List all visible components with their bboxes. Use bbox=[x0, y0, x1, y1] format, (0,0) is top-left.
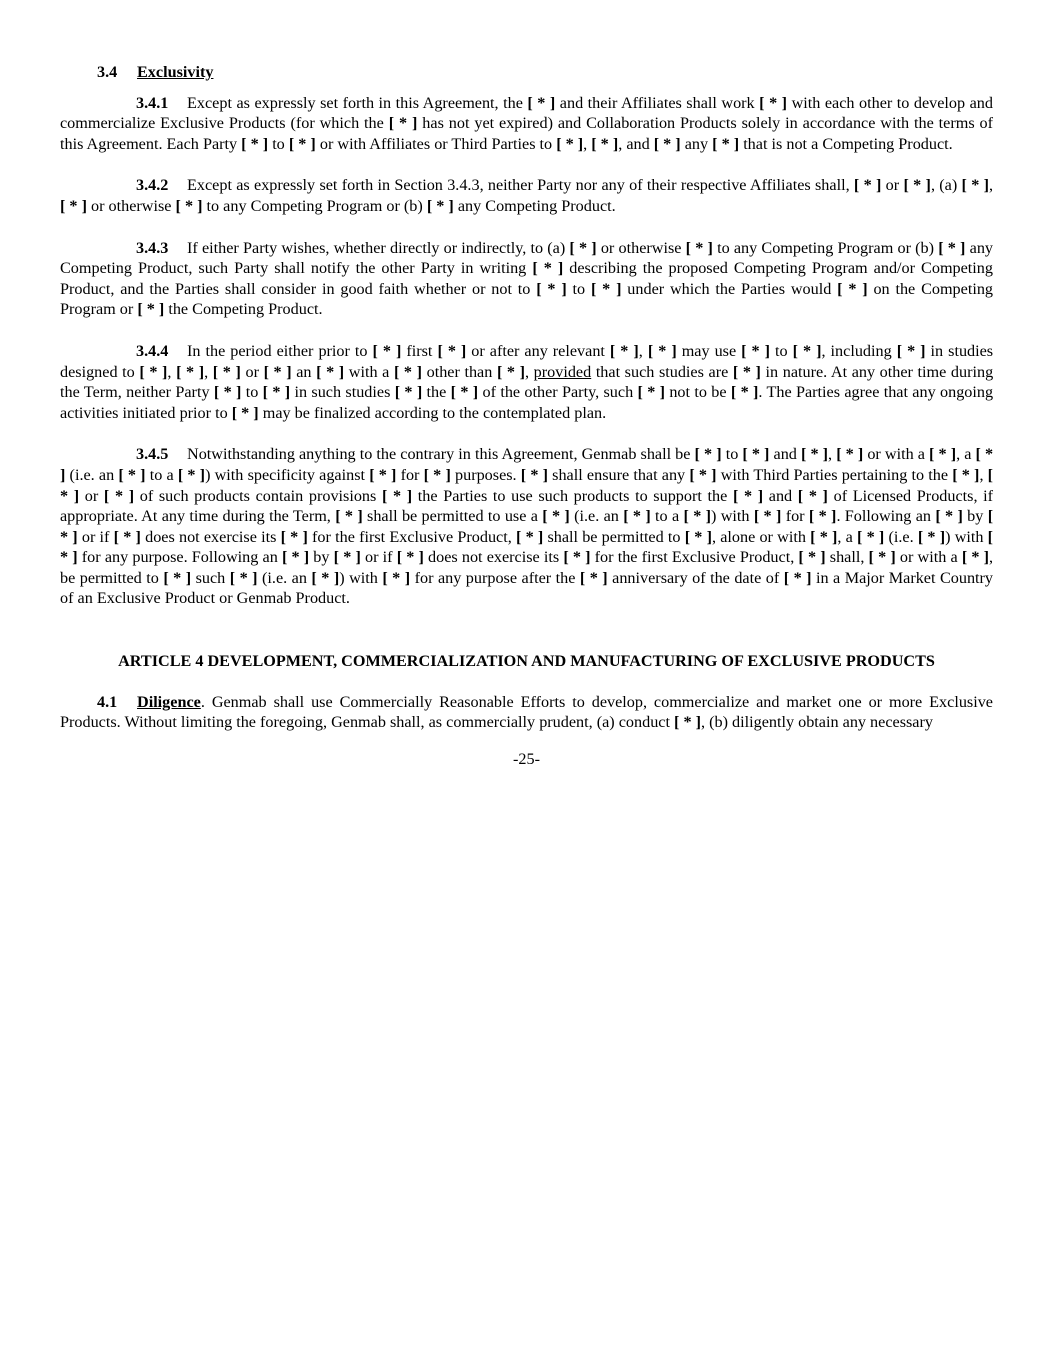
section-heading bbox=[97, 62, 993, 83]
text-segment: by bbox=[962, 507, 988, 526]
section-41-title: Diligence bbox=[137, 692, 201, 711]
text-segment: or bbox=[240, 362, 264, 381]
text-segment: shall be permitted to bbox=[543, 527, 685, 546]
redacted-marker: [ * ] bbox=[685, 238, 713, 257]
redacted-marker: [ * ] bbox=[496, 362, 526, 381]
redacted-marker: [ * ] bbox=[437, 341, 467, 360]
redacted-marker: [ * ] bbox=[139, 362, 168, 381]
redacted-marker: [ * ] bbox=[800, 445, 829, 464]
redacted-marker: [ * ] bbox=[103, 486, 135, 505]
text-segment: or otherwise bbox=[596, 238, 686, 257]
text-segment: ) with bbox=[945, 527, 988, 546]
text-segment: or with Affiliates or Third Parties to bbox=[315, 134, 557, 153]
text-segment: anniversary of the date of bbox=[607, 568, 784, 587]
text-segment: to bbox=[721, 445, 743, 464]
redacted-marker: [ * ] bbox=[623, 507, 651, 526]
redacted-marker: [ * ] bbox=[388, 114, 418, 133]
text-segment: in nature. At any other time during the Term, neither Party bbox=[60, 362, 994, 402]
redacted-marker: [ * ] bbox=[137, 300, 165, 319]
text-segment: purposes. bbox=[450, 465, 521, 484]
text-segment: other than bbox=[422, 362, 497, 381]
redacted-marker: [ * ] bbox=[917, 527, 946, 546]
redacted-marker: [ * ] bbox=[60, 527, 994, 567]
text-segment: in studies designed to bbox=[60, 341, 994, 381]
redacted-marker: [ * ] bbox=[810, 527, 838, 546]
text-segment: , bbox=[583, 134, 592, 153]
redacted-marker: [ * ] bbox=[532, 259, 564, 278]
text-segment: to any Competing Program or (b) bbox=[712, 238, 939, 257]
redacted-marker: [ * ] bbox=[653, 134, 681, 153]
redacted-marker: [ * ] bbox=[742, 445, 770, 464]
redacted-marker: [ * ] bbox=[381, 486, 413, 505]
redacted-marker: [ * ] bbox=[798, 548, 826, 567]
redacted-marker: [ * ] bbox=[563, 548, 591, 567]
text-segment: may use bbox=[676, 341, 742, 360]
section-title: Exclusivity bbox=[137, 63, 214, 81]
text-segment: of the other Party, such bbox=[478, 383, 638, 402]
redacted-marker: [ * ] bbox=[369, 465, 397, 484]
redacted-marker: [ * ] bbox=[591, 134, 619, 153]
text-segment: (i.e. bbox=[884, 527, 918, 546]
paragraph-number: 3.4.1 bbox=[136, 93, 169, 112]
text-segment: or after any relevant bbox=[466, 341, 610, 360]
text-segment: for bbox=[781, 507, 809, 526]
redacted-marker: [ * ] bbox=[213, 383, 242, 402]
text-segment: , bbox=[638, 341, 648, 360]
text-segment: for the first Exclusive Product, bbox=[307, 527, 516, 546]
redacted-marker: [ * ] bbox=[60, 507, 994, 546]
text-segment: (i.e. an bbox=[569, 507, 624, 526]
redacted-marker: [ * ] bbox=[163, 568, 192, 587]
text-segment: to any Competing Program or (b) bbox=[202, 196, 427, 215]
redacted-marker: [ * ] bbox=[423, 465, 451, 484]
redacted-marker: [ * ] bbox=[311, 568, 340, 587]
redacted-marker: [ * ] bbox=[241, 134, 269, 153]
redacted-marker: [ * ] bbox=[60, 196, 87, 215]
text-segment: shall ensure that any bbox=[548, 465, 690, 484]
redacted-marker: [ * ] bbox=[393, 362, 423, 381]
text-segment: or if bbox=[360, 548, 397, 567]
text-segment: ) with specificity against bbox=[205, 465, 370, 484]
redacted-marker: [ * ] bbox=[372, 341, 402, 360]
redacted-marker: [ * ] bbox=[426, 196, 454, 215]
redacted-marker: [ * ] bbox=[382, 568, 411, 587]
redacted-marker: [ * ] bbox=[333, 548, 361, 567]
text-segment: , bbox=[204, 362, 213, 381]
text-segment: does not exercise its bbox=[423, 548, 564, 567]
text-segment: any Competing Product. bbox=[453, 196, 616, 215]
redacted-marker: [ * ] bbox=[674, 713, 702, 732]
text-segment: . Genmab shall use Commercially Reasonable Efforts to develop, commercialize and market one or more Exclusive Products. Without limiting the foregoing, Genmab shall, as commercially prudent, (a) conduct bbox=[60, 692, 993, 732]
text-segment: and bbox=[769, 445, 801, 464]
text-segment: on the Competing Program or bbox=[60, 279, 994, 319]
text-segment: for any purpose. Following an bbox=[77, 548, 282, 567]
redacted-marker: [ * ] bbox=[961, 176, 990, 195]
text-segment: first bbox=[401, 341, 438, 360]
redacted-marker: [ * ] bbox=[176, 362, 205, 381]
text-segment: , bbox=[167, 362, 177, 381]
redacted-marker: [ * ] bbox=[556, 134, 584, 153]
text-segment: to bbox=[566, 279, 591, 298]
redacted-marker: [ * ] bbox=[797, 486, 828, 505]
text-segment: , alone or with bbox=[711, 527, 811, 546]
text-segment: , bbox=[989, 176, 994, 195]
redacted-marker: [ * ] bbox=[712, 134, 740, 153]
paragraph bbox=[60, 238, 993, 320]
redacted-marker: [ * ] bbox=[792, 341, 822, 360]
text-segment: any Competing Product, such Party shall notify the other Party in writing bbox=[60, 238, 994, 278]
text-segment: the bbox=[422, 383, 451, 402]
text-segment: , and bbox=[618, 134, 654, 153]
redacted-marker: [ * ] bbox=[753, 507, 782, 526]
redacted-marker: [ * ] bbox=[569, 238, 597, 257]
section-41-number: 4.1 bbox=[97, 692, 118, 711]
text-segment: the Parties to use such products to support the bbox=[412, 486, 733, 505]
redacted-marker: [ * ] bbox=[316, 362, 345, 381]
text-segment: any bbox=[680, 134, 713, 153]
paragraph bbox=[60, 175, 993, 216]
text-segment: and their Affiliates shall work bbox=[555, 93, 760, 112]
redacted-marker: [ * ] bbox=[520, 465, 548, 484]
text-segment: (i.e. an bbox=[65, 465, 119, 484]
text-segment: in a Major Market Country of an Exclusive Product or Genmab Product. bbox=[60, 568, 994, 608]
text-segment: Except as expressly set forth in Section 3.4.3, neither Party nor any of their respective Affiliates shall, bbox=[187, 176, 854, 195]
redacted-marker: [ * ] bbox=[450, 383, 479, 402]
redacted-marker: [ * ] bbox=[896, 341, 926, 360]
redacted-marker: [ * ] bbox=[515, 527, 544, 546]
redacted-marker: [ * ] bbox=[175, 196, 203, 215]
text-segment: , bbox=[525, 362, 534, 381]
text-segment: with Third Parties pertaining to the bbox=[716, 465, 953, 484]
text-segment: or if bbox=[77, 527, 114, 546]
text-segment: Notwithstanding anything to the contrary in this Agreement, Genmab shall be bbox=[187, 445, 695, 464]
text-segment: for any purpose after the bbox=[410, 568, 580, 587]
text-segment: for bbox=[396, 465, 424, 484]
redacted-marker: [ * ] bbox=[836, 445, 864, 464]
redacted-marker: [ * ] bbox=[938, 238, 966, 257]
text-segment: . The Parties agree that any ongoing activities initiated prior to bbox=[60, 383, 994, 422]
redacted-marker: [ * ] bbox=[741, 341, 771, 360]
text-segment: . Following an bbox=[836, 507, 936, 526]
text-segment: , bbox=[979, 465, 988, 484]
redacted-marker: [ * ] bbox=[857, 527, 885, 546]
text-segment: , a bbox=[837, 527, 858, 546]
text-segment: , including bbox=[821, 341, 897, 360]
text-segment: or with a bbox=[863, 445, 930, 464]
text-segment: with a bbox=[344, 362, 394, 381]
redacted-marker: [ * ] bbox=[683, 507, 712, 526]
text-segment: the Competing Product. bbox=[164, 300, 323, 319]
redacted-marker: [ * ] bbox=[231, 403, 259, 422]
text-segment: and bbox=[763, 486, 798, 505]
redacted-marker: [ * ] bbox=[527, 93, 556, 112]
text-segment: to bbox=[241, 383, 263, 402]
text-segment: , (a) bbox=[930, 176, 962, 195]
text-segment: under which the Parties would bbox=[621, 279, 838, 298]
redacted-marker: [ * ] bbox=[60, 445, 994, 484]
text-segment: by bbox=[309, 548, 334, 567]
text-segment: not to be bbox=[665, 383, 731, 402]
redacted-marker: [ * ] bbox=[759, 93, 788, 112]
redacted-marker: [ * ] bbox=[396, 548, 424, 567]
redacted-marker: [ * ] bbox=[229, 568, 258, 587]
redacted-marker: [ * ] bbox=[694, 445, 722, 464]
text-segment: may be finalized according to the contemplated plan. bbox=[258, 403, 607, 422]
redacted-marker: [ * ] bbox=[903, 176, 931, 195]
redacted-marker: [ * ] bbox=[730, 383, 759, 402]
text-segment: in such studies bbox=[290, 383, 395, 402]
redacted-marker: [ * ] bbox=[212, 362, 241, 381]
page-number: -25- bbox=[513, 749, 540, 768]
redacted-marker: [ * ] bbox=[60, 465, 994, 505]
text-segment: , (b) diligently obtain any necessary bbox=[701, 713, 933, 732]
paragraph bbox=[60, 341, 993, 423]
text-segment: an bbox=[291, 362, 317, 381]
redacted-marker: [ * ] bbox=[177, 465, 206, 484]
redacted-marker: [ * ] bbox=[609, 341, 639, 360]
redacted-marker: [ * ] bbox=[281, 548, 310, 567]
redacted-marker: [ * ] bbox=[732, 486, 764, 505]
text-segment: shall be permitted to use a bbox=[362, 507, 543, 526]
text-segment: If either Party wishes, whether directly or indirectly, to (a) bbox=[187, 238, 570, 257]
paragraph bbox=[60, 93, 993, 155]
text-segment: or bbox=[881, 176, 904, 195]
text-segment: , a bbox=[956, 445, 976, 464]
underlined-term: provided bbox=[533, 362, 592, 381]
redacted-marker: [ * ] bbox=[590, 279, 622, 298]
text-segment: or bbox=[79, 486, 104, 505]
text-segment: of Licensed Products, if appropriate. At any time during the Term, bbox=[60, 486, 994, 526]
redacted-marker: [ * ] bbox=[808, 507, 837, 526]
document-page bbox=[60, 62, 993, 769]
article-heading: ARTICLE 4 DEVELOPMENT, COMMERCIALIZATION AND MANUFACTURING OF EXCLUSIVE PRODUCTS bbox=[118, 652, 935, 671]
redacted-marker: [ * ] bbox=[335, 507, 363, 526]
redacted-marker: [ * ] bbox=[935, 507, 963, 526]
text-segment: to a bbox=[145, 465, 178, 484]
text-segment: of such products contain provisions bbox=[134, 486, 382, 505]
text-segment: ) with bbox=[711, 507, 754, 526]
text-segment: with each other to develop and commercialize Exclusive Products (for which the bbox=[60, 93, 993, 133]
text-segment: or with a bbox=[895, 548, 962, 567]
redacted-marker: [ * ] bbox=[542, 507, 570, 526]
redacted-marker: [ * ] bbox=[280, 527, 308, 546]
paragraph-number: 3.4.3 bbox=[136, 238, 169, 257]
section-number: 3.4 bbox=[97, 63, 118, 81]
text-segment: (i.e. an bbox=[257, 568, 312, 587]
paragraph-number: 3.4.2 bbox=[136, 176, 169, 195]
redacted-marker: [ * ] bbox=[536, 279, 567, 298]
text-segment: , be permitted to bbox=[60, 548, 994, 587]
paragraph bbox=[60, 444, 993, 609]
paragraph-number: 3.4.5 bbox=[136, 445, 169, 464]
text-segment: In the period either prior to bbox=[187, 341, 373, 360]
redacted-marker: [ * ] bbox=[647, 341, 677, 360]
redacted-marker: [ * ] bbox=[732, 362, 761, 381]
section-41-paragraph bbox=[60, 692, 993, 733]
redacted-marker: [ * ] bbox=[262, 383, 291, 402]
text-segment: for the first Exclusive Product, bbox=[590, 548, 799, 567]
redacted-marker: [ * ] bbox=[579, 568, 608, 587]
text-segment: to bbox=[770, 341, 793, 360]
redacted-marker: [ * ] bbox=[952, 465, 980, 484]
text-segment: has not yet expired) and Collaboration Products solely in accordance with the terms of this Agreement. Each Party bbox=[60, 114, 993, 153]
text-segment: such bbox=[191, 568, 230, 587]
text-segment: Except as expressly set forth in this Agreement, the bbox=[187, 93, 528, 112]
redacted-marker: [ * ] bbox=[684, 527, 712, 546]
text-segment: does not exercise its bbox=[140, 527, 281, 546]
redacted-marker: [ * ] bbox=[263, 362, 292, 381]
text-segment: or otherwise bbox=[86, 196, 176, 215]
redacted-marker: [ * ] bbox=[837, 279, 868, 298]
text-segment: describing the proposed Competing Program and/or Competing Product, and the Parties shall consider in good faith whether or not to bbox=[60, 259, 993, 298]
text-segment: shall, bbox=[825, 548, 869, 567]
text-segment: , bbox=[828, 445, 837, 464]
paragraph-number: 3.4.4 bbox=[136, 341, 169, 360]
redacted-marker: [ * ] bbox=[637, 383, 666, 402]
redacted-marker: [ * ] bbox=[118, 465, 146, 484]
redacted-marker: [ * ] bbox=[868, 548, 896, 567]
redacted-marker: [ * ] bbox=[929, 445, 957, 464]
redacted-marker: [ * ] bbox=[853, 176, 882, 195]
redacted-marker: [ * ] bbox=[783, 568, 812, 587]
text-segment: ) with bbox=[339, 568, 383, 587]
text-segment: that such studies are bbox=[591, 362, 733, 381]
redacted-marker: [ * ] bbox=[961, 548, 989, 567]
text-segment: that is not a Competing Product. bbox=[739, 134, 953, 153]
text-segment: to bbox=[268, 134, 289, 153]
redacted-marker: [ * ] bbox=[288, 134, 316, 153]
text-segment: to a bbox=[650, 507, 684, 526]
redacted-marker: [ * ] bbox=[113, 527, 141, 546]
redacted-marker: [ * ] bbox=[689, 465, 717, 484]
redacted-marker: [ * ] bbox=[394, 383, 423, 402]
